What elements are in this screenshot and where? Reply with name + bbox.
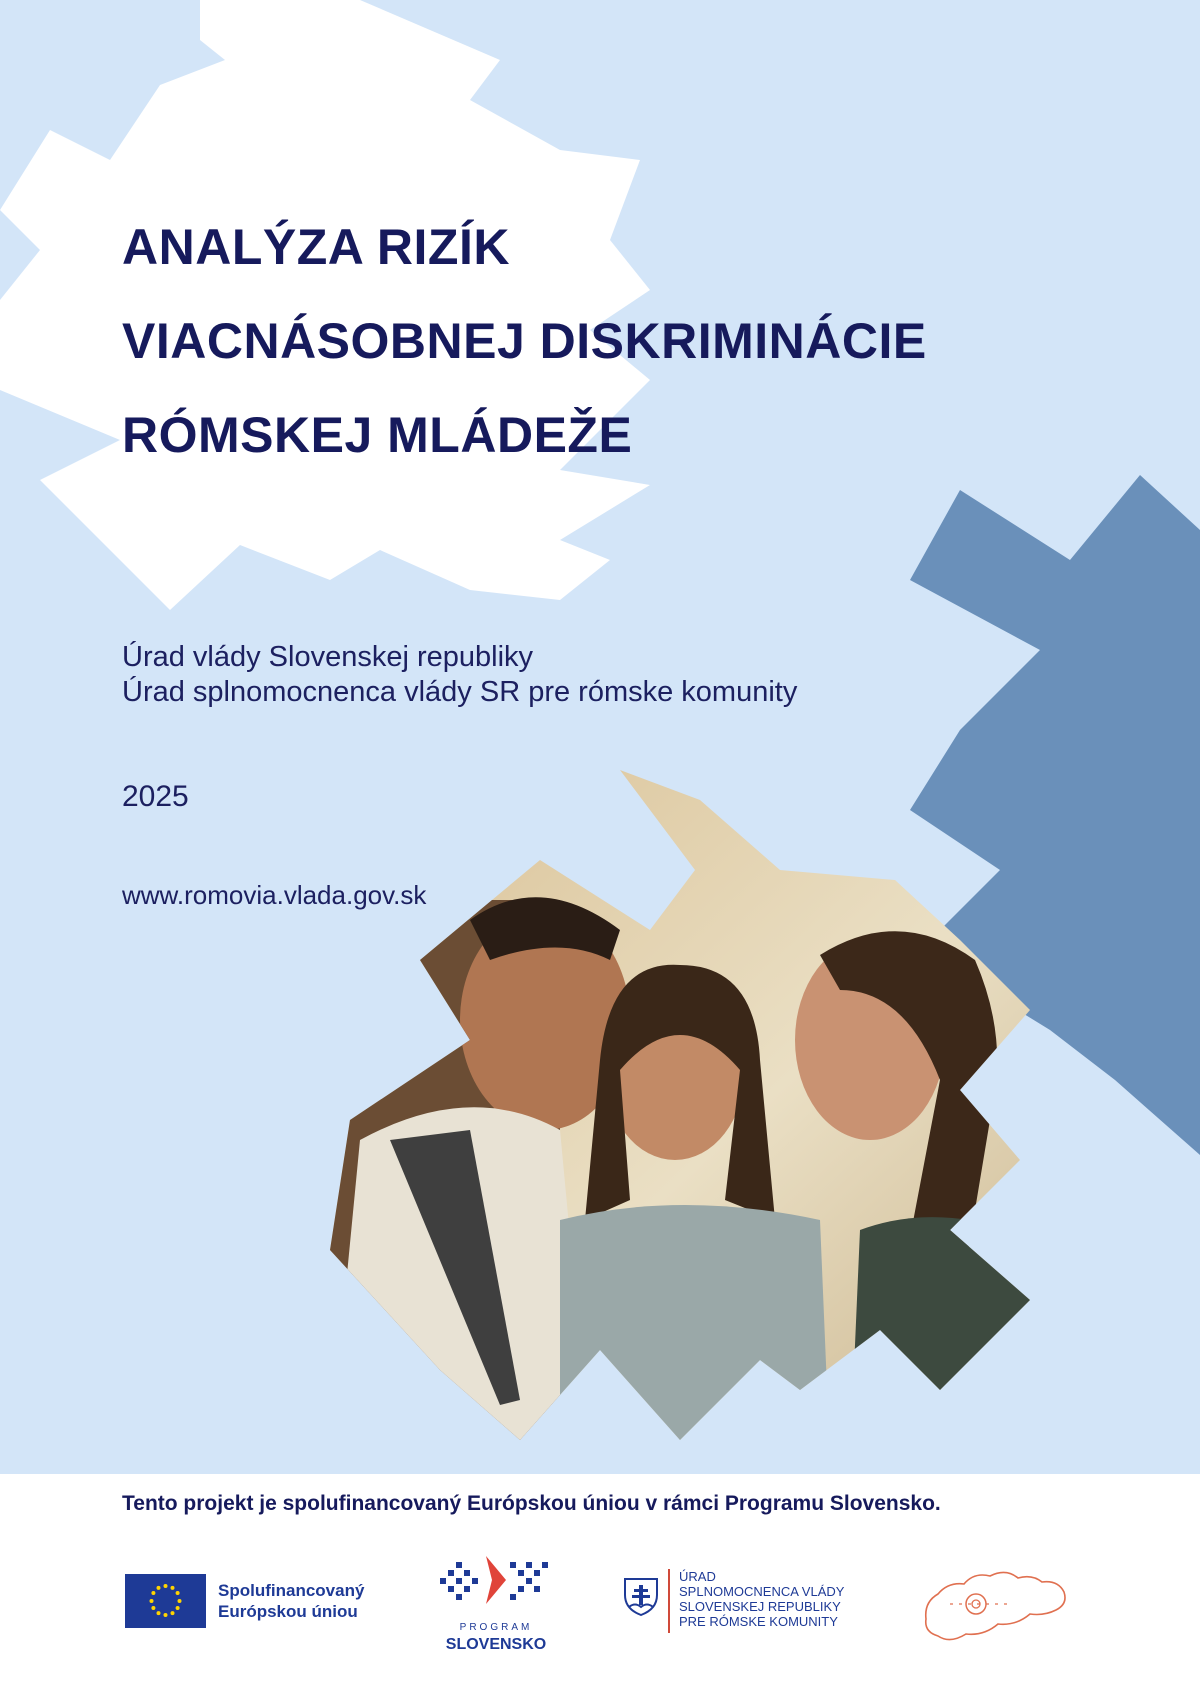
urad-logo-text: [679, 1569, 844, 1629]
program-slovensko-icon: [436, 1554, 556, 1616]
funding-note: Tento projekt je spolufinancovaný Európskou úniou v rámci Programu Slovensko.: [122, 1492, 941, 1515]
eu-logo-line-2: Európskou úniou: [218, 1602, 358, 1621]
urad-logo-line-1: ÚRAD: [679, 1569, 716, 1584]
document-title: [122, 200, 927, 482]
eu-flag-icon: [125, 1574, 206, 1628]
eu-logo-line-1: Spolufinancovaný: [218, 1581, 365, 1600]
title-line-2: VIACNÁSOBNEJ DISKRIMINÁCIE: [122, 313, 927, 369]
slovensko-label: SLOVENSKO: [445, 1636, 547, 1653]
urad-splnomocnenca-logo: [623, 1569, 883, 1639]
organization-line-2: Úrad splnomocnenca vlády SR pre rómske komunity: [122, 676, 798, 708]
program-label: PROGRAM: [459, 1622, 533, 1633]
publication-year: 2025: [122, 780, 189, 813]
slovakia-map-logo: [920, 1564, 1070, 1649]
slovak-coat-of-arms-icon: [623, 1577, 659, 1617]
urad-logo-line-2: SPLNOMOCNENCA VLÁDY: [679, 1584, 845, 1599]
title-line-3: RÓMSKEJ MLÁDEŽE: [122, 407, 633, 463]
organization-block: [122, 640, 797, 710]
footer: [0, 1474, 1200, 1697]
urad-logo-line-3: SLOVENSKEJ REPUBLIKY: [679, 1599, 841, 1614]
program-slovensko-logo: [436, 1554, 556, 1664]
urad-divider: [668, 1569, 670, 1633]
eu-logo-text: [218, 1580, 364, 1622]
website-link[interactable]: www.romovia.vlada.gov.sk: [122, 880, 427, 910]
slovakia-map-icon: [920, 1564, 1070, 1649]
photo-collage: [300, 760, 1060, 1460]
eu-cofunded-logo: [125, 1574, 395, 1634]
urad-logo-line-4: PRE RÓMSKE KOMUNITY: [679, 1614, 838, 1629]
title-line-1: ANALÝZA RIZÍK: [122, 219, 510, 275]
organization-line-1: Úrad vlády Slovenskej republiky: [122, 641, 534, 673]
